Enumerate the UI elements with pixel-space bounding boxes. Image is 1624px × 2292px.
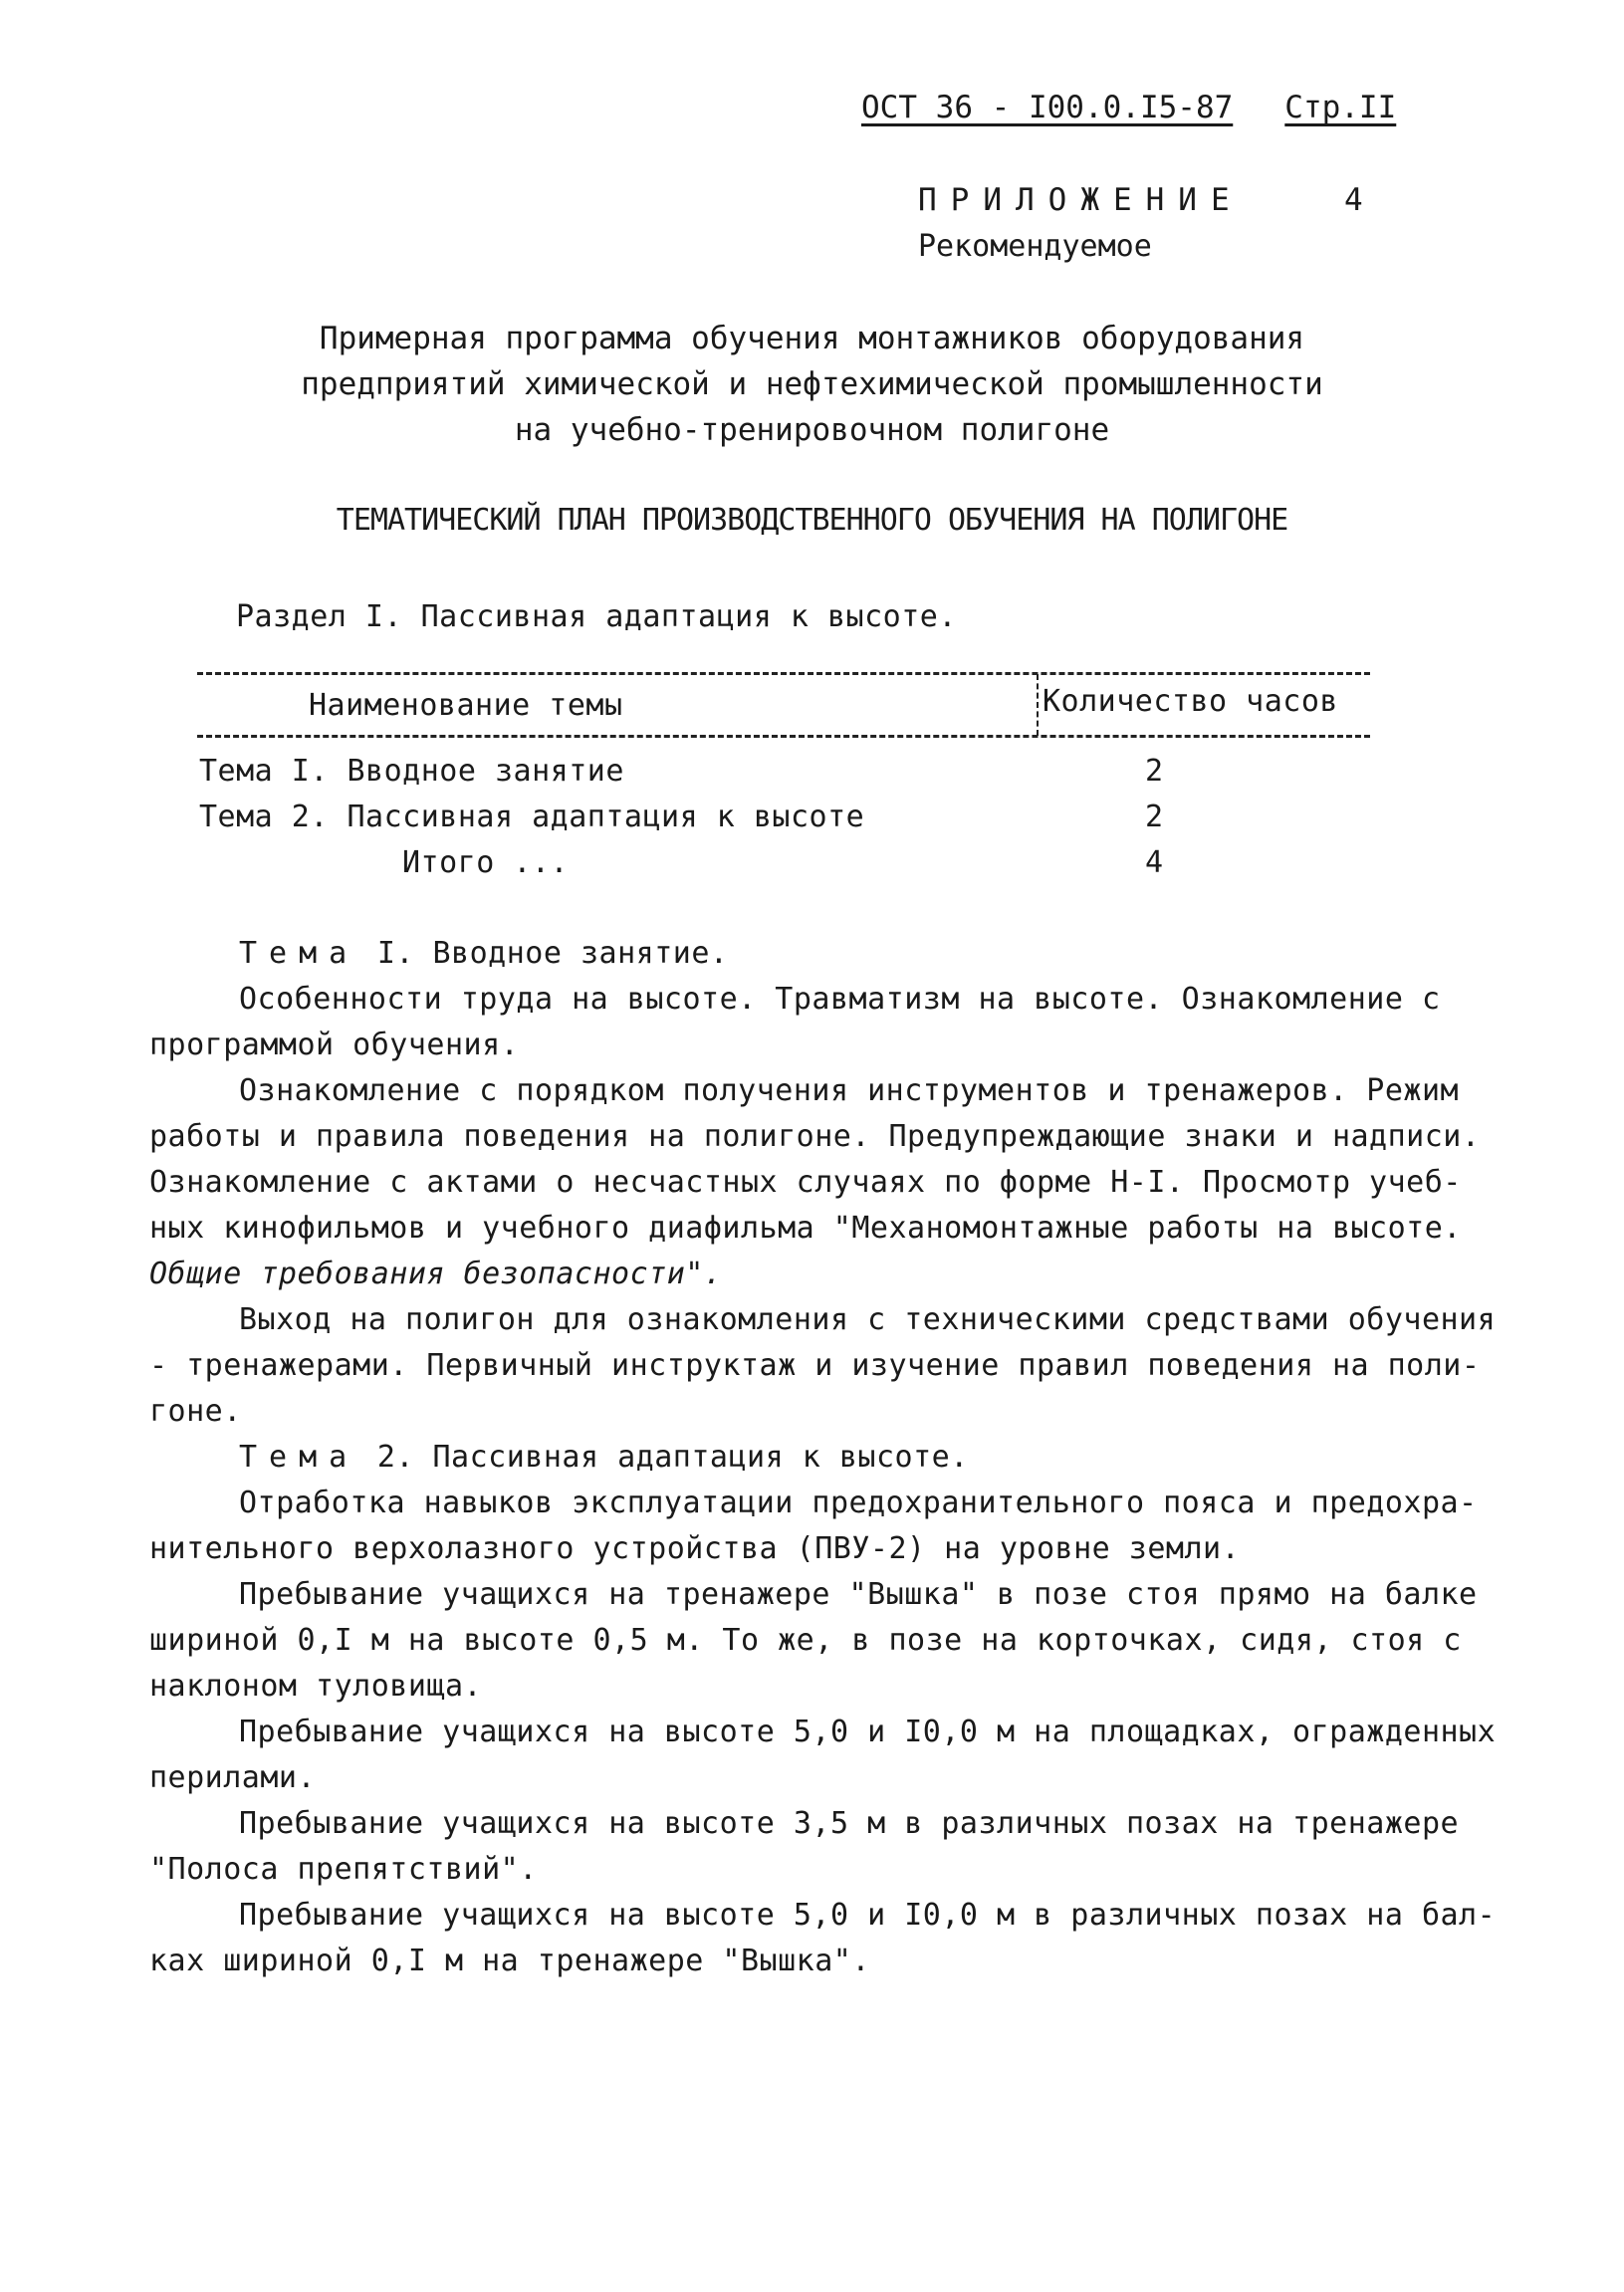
page-header — [861, 90, 1396, 125]
paragraph-line: программой обучения. — [149, 1028, 520, 1062]
appendix-status: Рекомендуемое — [918, 229, 1152, 264]
paragraph-line: Отработка навыков эксплуатации предохранительного пояса и предохра- — [239, 1486, 1478, 1520]
plan-title: ТЕМАТИЧЕСКИЙ ПЛАН ПРОИЗВОДСТВЕННОГО ОБУЧЕНИЯ НА ПОЛИГОНЕ — [336, 503, 1288, 538]
appendix-label: ПРИЛОЖЕНИЕ — [918, 182, 1244, 218]
paragraph-line: Ознакомление с актами о несчастных случаях по форме Н-I. Просмотр учеб- — [149, 1165, 1462, 1200]
title-line-2: предприятий химической и нефтехимической промышленности — [301, 366, 1323, 402]
paragraph-line: Пребывание учащихся на высоте 5,0 и I0,0 м в различных позах на бал- — [239, 1898, 1497, 1933]
section-heading: Раздел I. Пассивная адаптация к высоте. — [236, 599, 957, 634]
table-row-hours: 2 — [1145, 800, 1164, 834]
paragraph-line: шириной 0,I м на высоте 0,5 м. То же, в позе на корточках, сидя, стоя с — [149, 1623, 1462, 1658]
paragraph-line: "Полоса препятствий". — [149, 1852, 538, 1887]
table-col-hours: Количество часов — [1043, 684, 1338, 719]
table-row-name: Тема I. Вводное занятие — [199, 754, 624, 789]
table-col-name: Наименование темы — [309, 688, 623, 723]
paragraph-line: Пребывание учащихся на тренажере "Вышка" в позе стоя прямо на балке — [239, 1577, 1478, 1612]
topic-1-heading — [239, 931, 728, 977]
topic-1-label: Тема — [239, 936, 359, 971]
paragraph-line: ках шириной 0,I м на тренажере "Вышка". — [149, 1944, 870, 1978]
table-row-name: Тема 2. Пассивная адаптация к высоте — [199, 800, 865, 834]
page-number: Стр.II — [1284, 90, 1397, 125]
paragraph-line: Пребывание учащихся на высоте 3,5 м в различных позах на тренажере — [239, 1806, 1460, 1841]
paragraph-line: Общие требования безопасности". — [149, 1257, 723, 1291]
topic-2-heading — [239, 1435, 969, 1481]
paragraph-line: работы и правила поведения на полигоне. Предупреждающие знаки и надписи. — [149, 1119, 1481, 1154]
paragraph-line: перилами. — [149, 1760, 317, 1795]
paragraph-line: Ознакомление с порядком получения инструментов и тренажеров. Режим — [239, 1073, 1460, 1108]
table-total-hours: 4 — [1145, 845, 1164, 880]
paragraph-line: наклоном туловища. — [149, 1669, 483, 1704]
paragraph-line: гоне. — [149, 1394, 242, 1429]
topic-2-title: 2. Пассивная адаптация к высоте. — [376, 1440, 969, 1475]
paragraph-line: - тренажерами. Первичный инструктаж и изучение правил поведения на поли- — [149, 1348, 1481, 1383]
title-line-1: Примерная программа обучения монтажников оборудования — [319, 321, 1305, 356]
topic-2-label: Тема — [239, 1440, 359, 1475]
paragraph-line: ных кинофильмов и учебного диафильма "Механомонтажные работы на высоте. — [149, 1211, 1462, 1246]
table-total-label: Итого ... — [402, 845, 570, 880]
paragraph-line: нительного верхолазного устройства (ПВУ-2) на уровне земли. — [149, 1531, 1241, 1566]
table-header-rule — [197, 735, 1370, 738]
table-column-divider — [1037, 674, 1039, 736]
paragraph-line: Выход на полигон для ознакомления с техническими средствами обучения — [239, 1302, 1497, 1337]
doc-code: ОСТ 36 - I00.0.I5-87 — [861, 90, 1234, 125]
table-row-hours: 2 — [1145, 754, 1164, 789]
topic-1-title: I. Вводное занятие. — [376, 936, 729, 971]
paragraph-line: Особенности труда на высоте. Травматизм на высоте. Ознакомление с — [239, 982, 1441, 1017]
table-top-rule — [197, 672, 1370, 675]
appendix-number: 4 — [1344, 182, 1363, 218]
paragraph-line: Пребывание учащихся на высоте 5,0 и I0,0 м на площадках, огражденных — [239, 1715, 1497, 1749]
title-line-3: на учебно-тренировочном полигоне — [514, 412, 1110, 448]
